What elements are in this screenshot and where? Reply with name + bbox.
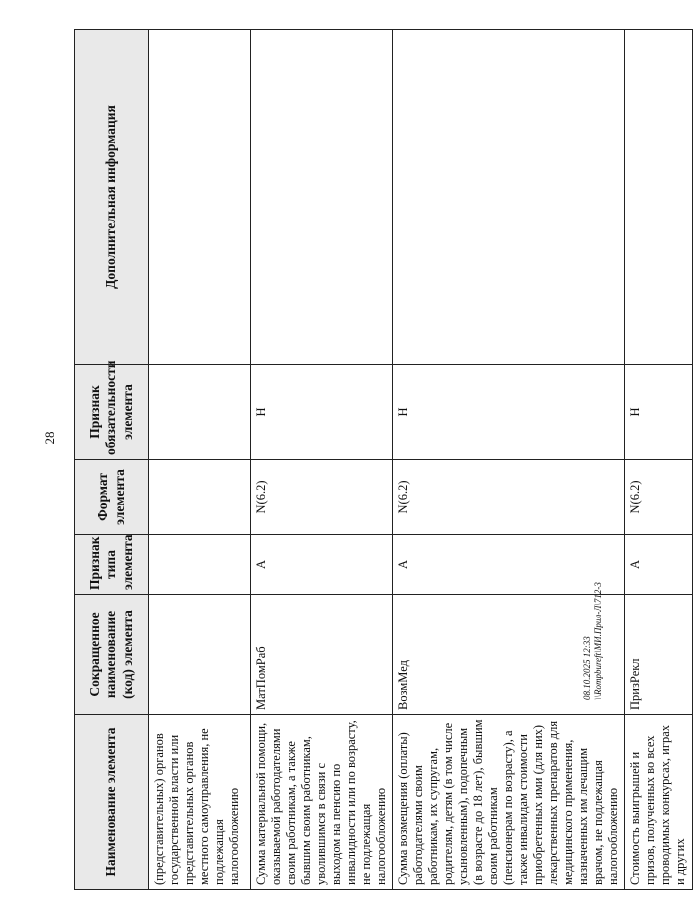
header-element-type: Признак типа элемента	[75, 535, 149, 595]
cell-code: ПризРекл	[625, 595, 693, 715]
table-container	[74, 30, 687, 890]
cell-info	[625, 30, 693, 365]
cell-type: А	[393, 535, 625, 595]
header-element-name: Наименование элемента	[75, 715, 149, 890]
footer-date: 08.10.2025 12:33	[582, 636, 592, 700]
cell-info	[149, 30, 251, 365]
cell-required: Н	[625, 365, 693, 460]
elements-table	[74, 29, 693, 890]
header-element-required: Признак обязательности элемента	[75, 365, 149, 460]
table-row	[149, 30, 251, 890]
cell-format: N(6.2)	[393, 460, 625, 535]
table-row	[625, 30, 693, 890]
cell-type: А	[251, 535, 393, 595]
cell-code	[149, 595, 251, 715]
header-element-code: Сокращенное наименование (код) элемента	[75, 595, 149, 715]
rotated-table	[74, 30, 687, 890]
footer-path: \\Rompbureft\МИ.Прил-Л\712-3	[593, 582, 603, 700]
page-number: 28	[42, 431, 57, 445]
table-header-row	[75, 30, 149, 890]
cell-required	[149, 365, 251, 460]
cell-format	[149, 460, 251, 535]
table-row	[251, 30, 393, 890]
cell-name: (представительных) органов государственной власти или представительных органов местного самоуправления, не подлежащая налогообложению	[149, 715, 251, 890]
cell-info	[393, 30, 625, 365]
cell-info	[251, 30, 393, 365]
cell-name: Сумма материальной помощи, оказываемой работодателями своим работникам, а также бывшим своим работникам, уволившимся в связи с выходом на пенсию по инвалидности или по возрасту, не подлежащая налогообложению	[251, 715, 393, 890]
cell-name: Стоимость выигрышей и призов, полученных во всех проводимых конкурсах, играх и других	[625, 715, 693, 890]
cell-format: N(6.2)	[251, 460, 393, 535]
header-element-format: Формат элемента	[75, 460, 149, 535]
cell-type: А	[625, 535, 693, 595]
cell-required: Н	[393, 365, 625, 460]
footer-stamp	[582, 520, 612, 700]
cell-type	[149, 535, 251, 595]
header-additional-info: Дополнительная информация	[75, 30, 149, 365]
cell-code: ВозмМед	[393, 595, 625, 715]
cell-name: Сумма возмещения (оплаты) работодателями своим работникам, их супругам, родителям, детям (в том числе усыновленным), подопечным (в возрасте до 18 лет), бывшим своим работникам (пенсионерам по возрасту), а также инвалидам стоимости приобретенных ими (для них) лекарственных препаратов для медицинского применения, назначенных им лечащим врачом, не подлежащая налогообложению	[393, 715, 625, 890]
cell-format: N(6.2)	[625, 460, 693, 535]
cell-code: МатПомРаб	[251, 595, 393, 715]
table-row	[393, 30, 625, 890]
cell-required: Н	[251, 365, 393, 460]
